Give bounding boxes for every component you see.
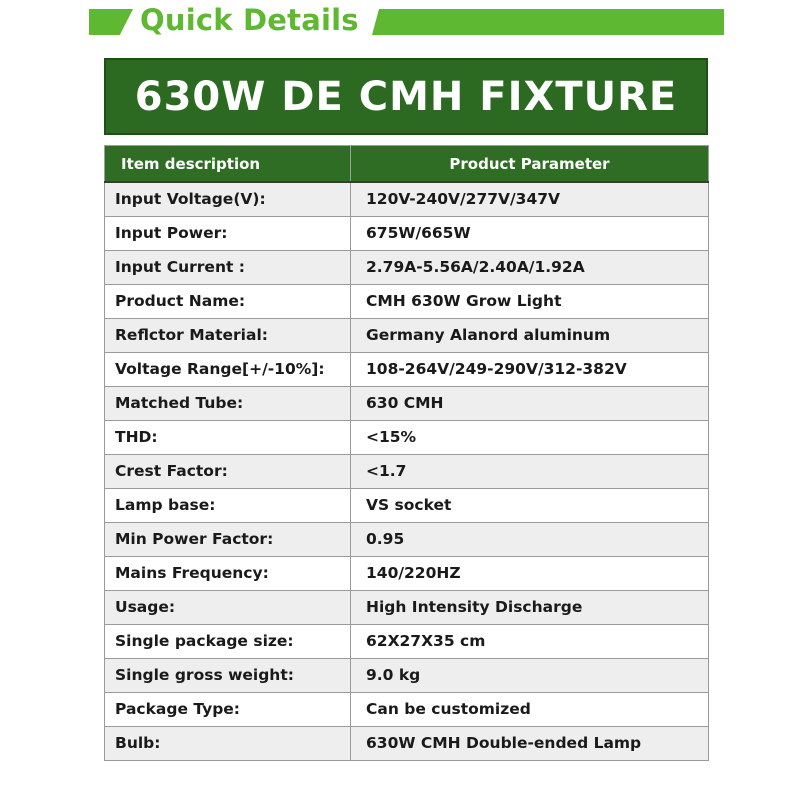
spec-label: Single gross weight: [105, 658, 351, 692]
spec-label: Package Type: [105, 692, 351, 726]
spec-value: 630W CMH Double-ended Lamp [351, 726, 709, 760]
spec-value: 2.79A-5.56A/2.40A/1.92A [351, 250, 709, 284]
spec-value: 120V-240V/277V/347V [351, 182, 709, 216]
table-row [105, 182, 709, 216]
table-row [105, 522, 709, 556]
quick-details-heading: Quick Details [140, 3, 359, 37]
spec-value: 62X27X35 cm [351, 624, 709, 658]
spec-value: 630 CMH [351, 386, 709, 420]
item-description-header: Item description [105, 146, 351, 183]
spec-value: <15% [351, 420, 709, 454]
spec-value: High Intensity Discharge [351, 590, 709, 624]
spec-label: Voltage Range[+/-10%]: [105, 352, 351, 386]
table-row [105, 624, 709, 658]
spec-label: Min Power Factor: [105, 522, 351, 556]
table-row [105, 692, 709, 726]
table-row [105, 556, 709, 590]
table-row [105, 250, 709, 284]
table-row [105, 216, 709, 250]
spec-value: <1.7 [351, 454, 709, 488]
spec-label: Mains Frequency: [105, 556, 351, 590]
spec-label: Bulb: [105, 726, 351, 760]
spec-label: Lamp base: [105, 488, 351, 522]
spec-value: Germany Alanord aluminum [351, 318, 709, 352]
table-row [105, 590, 709, 624]
spec-value: 9.0 kg [351, 658, 709, 692]
spec-label: Matched Tube: [105, 386, 351, 420]
table-row [105, 658, 709, 692]
spec-table-body [105, 182, 709, 760]
table-row [105, 386, 709, 420]
spec-value: Can be customized [351, 692, 709, 726]
spec-value: CMH 630W Grow Light [351, 284, 709, 318]
product-parameter-header: Product Parameter [351, 146, 709, 183]
product-title-box [104, 58, 708, 135]
table-header-row [105, 146, 709, 183]
spec-label: Input Current : [105, 250, 351, 284]
spec-label: Input Voltage(V): [105, 182, 351, 216]
spec-table [104, 145, 709, 761]
banner-stripe-left [89, 9, 133, 35]
spec-label: Product Name: [105, 284, 351, 318]
spec-value: VS socket [351, 488, 709, 522]
table-row [105, 420, 709, 454]
table-row [105, 726, 709, 760]
spec-label: Crest Factor: [105, 454, 351, 488]
spec-label: Usage: [105, 590, 351, 624]
spec-value: 108-264V/249-290V/312-382V [351, 352, 709, 386]
product-title: 630W DE CMH FIXTURE [134, 73, 678, 120]
table-row [105, 454, 709, 488]
spec-label: Reflctor Material: [105, 318, 351, 352]
table-row [105, 352, 709, 386]
spec-label: Single package size: [105, 624, 351, 658]
spec-label: Input Power: [105, 216, 351, 250]
table-row [105, 488, 709, 522]
spec-value: 675W/665W [351, 216, 709, 250]
table-row [105, 318, 709, 352]
banner-stripe-right [372, 9, 724, 35]
spec-value: 140/220HZ [351, 556, 709, 590]
table-row [105, 284, 709, 318]
spec-label: THD: [105, 420, 351, 454]
spec-value: 0.95 [351, 522, 709, 556]
